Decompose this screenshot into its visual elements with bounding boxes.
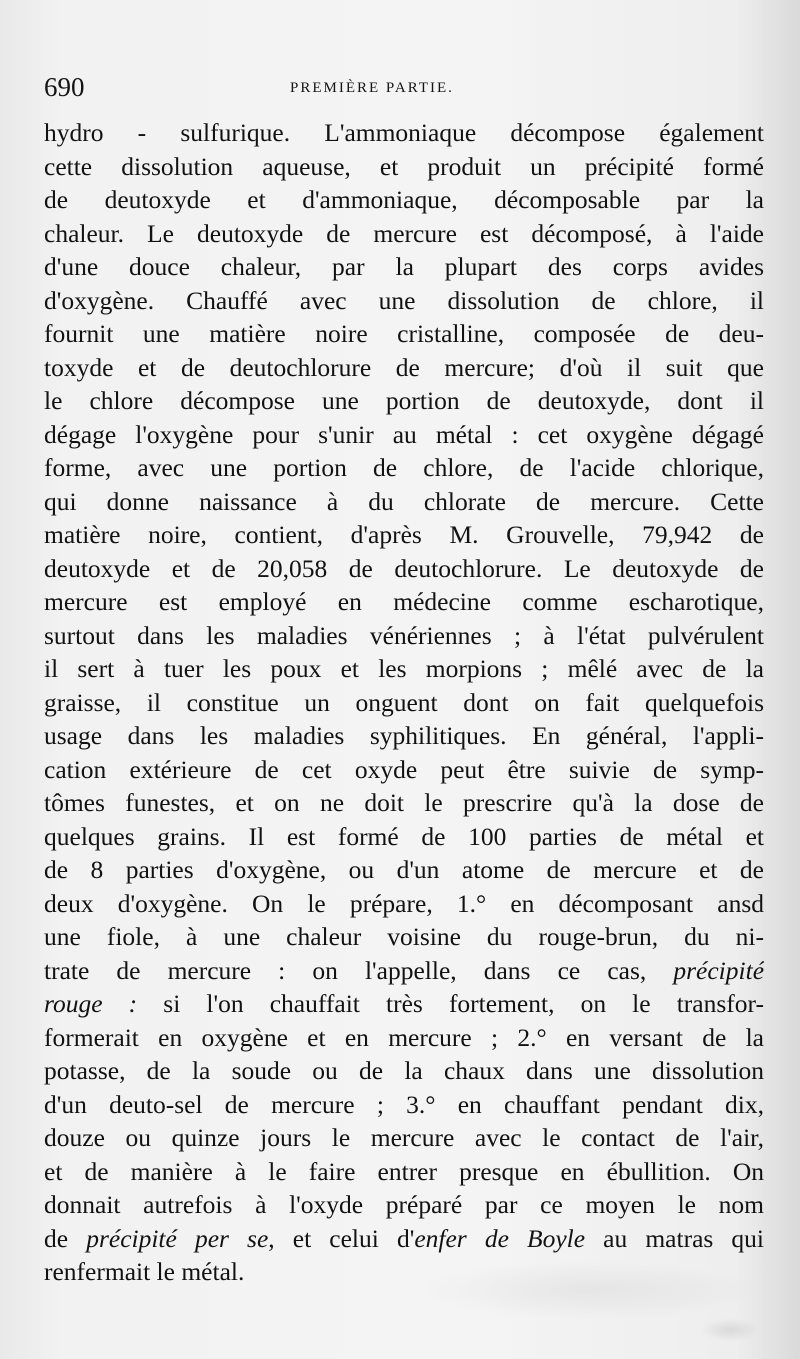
text-line-2: cette dissolution aqueuse, et produit un précipité formé <box>44 151 764 181</box>
text-line-27 <box>44 987 764 1021</box>
text-line-33: donnait autrefois à l'oxyde préparé par ce moyen le nom <box>44 1190 764 1219</box>
running-head: PREMIÈRE PARTIE. <box>290 80 454 96</box>
text-line-34-matras: au matras qui <box>603 1223 764 1253</box>
text-line-31: douze ou quinze jours le mercure avec le contact de l'air, <box>44 1123 764 1152</box>
page-stain <box>700 1318 760 1342</box>
text-line-18: graisse, il constitue un onguent dont on fait quelquefois <box>44 687 764 717</box>
text-line-3: de deutoxyde et d'ammoniaque, décomposable par la <box>44 185 764 214</box>
text-line-10: dégage l'oxygène pour s'unir au métal : cet oxygène dégagé <box>44 419 764 449</box>
text-line-6: d'oxygène. Chauffé avec une dissolution de chlore, il <box>44 285 764 315</box>
italic-precipite: précipité <box>673 955 764 985</box>
text-line-24: deux d'oxygène. On le prépare, 1.° en décomposant ansd <box>44 888 764 918</box>
text-line-21: tômes funestes, et on ne doit le prescrire qu'à la dose de <box>44 788 764 817</box>
italic-rouge: rouge : <box>44 989 138 1018</box>
text-line-19: usage dans les maladies syphilitiques. En général, l'appli- <box>44 721 764 750</box>
text-line-11: forme, avec une portion de chlore, de l'acide chlorique, <box>44 453 764 482</box>
text-line-29: potasse, de la soude ou de la chaux dans une dissolution <box>44 1056 764 1085</box>
text-line-5: d'une douce chaleur, par la plupart des corps avides <box>44 252 764 281</box>
text-line-13: matière noire, contient, d'après M. Grouvelle, 79,942 de <box>44 520 764 549</box>
italic-precipite-per-se: précipité per se <box>86 1223 269 1253</box>
text-line-34 <box>44 1222 764 1256</box>
text-line-14: deutoxyde et de 20,058 de deutochlorure. Le deutoxyde de <box>44 553 764 583</box>
text-line-34-de: de <box>44 1223 69 1253</box>
text-line-23: de 8 parties d'oxygène, ou d'un atome de mercure et de <box>44 855 764 884</box>
body-text <box>44 116 764 1289</box>
text-line-16: surtout dans les maladies vénériennes ; à l'état pulvérulent <box>44 620 764 650</box>
text-line-27-roman: si l'on chauffait très fortement, on le transfor- <box>163 989 764 1018</box>
text-line-35: renfermait le métal. <box>44 1257 245 1286</box>
text-line-30: d'un deuto-sel de mercure ; 3.° en chauffant pendant dix, <box>44 1089 764 1119</box>
text-line-8: toxyde et de deutochlorure de mercure; d'où il suit que <box>44 352 764 382</box>
text-line-12: qui donne naissance à du chlorate de mercure. Cette <box>44 486 764 516</box>
show-through-smudge <box>420 1260 760 1320</box>
text-line-4: chaleur. Le deutoxyde de mercure est décomposé, à l'aide <box>44 218 764 248</box>
text-line-22: quelques grains. Il est formé de 100 parties de métal et <box>44 821 764 851</box>
text-line-20: cation extérieure de cet oxyde peut être suivie de symp- <box>44 754 764 784</box>
text-line-26-roman: trate de mercure : on l'appelle, dans ce cas, <box>44 955 647 985</box>
text-line-25: une fiole, à une chaleur voisine du rouge-brun, du ni- <box>44 922 764 951</box>
text-line-7: fournit une matière noire cristalline, composée de deu- <box>44 319 764 348</box>
text-line-9: le chlore décompose une portion de deutoxyde, dont il <box>44 386 764 415</box>
page-header <box>44 72 764 108</box>
italic-enfer-de-boyle: enfer de Boyle <box>414 1223 586 1253</box>
text-line-26 <box>44 954 764 988</box>
text-line-34-celui: , et celui d' <box>268 1223 415 1253</box>
text-line-28: formerait en oxygène et en mercure ; 2.° en versant de la <box>44 1022 764 1052</box>
page-number: 690 <box>44 72 85 102</box>
text-line-17: il sert à tuer les poux et les morpions ; mêlé avec de la <box>44 654 764 683</box>
text-line-32: et de manière à le faire entrer presque en ébullition. On <box>44 1156 764 1186</box>
text-line-15: mercure est employé en médecine comme escharotique, <box>44 587 764 616</box>
text-line-1: hydro - sulfurique. L'ammoniaque décompose également <box>44 118 764 147</box>
